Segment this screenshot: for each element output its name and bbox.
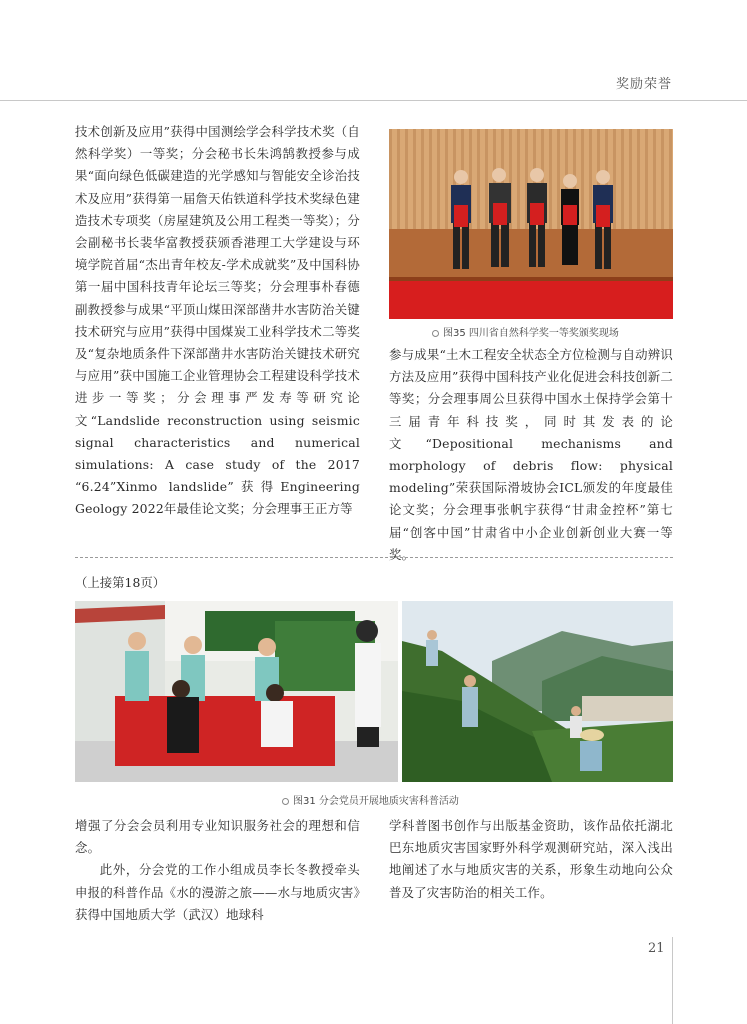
figure-35-caption: 图35 四川省自然科学奖一等奖颁奖现场 xyxy=(432,324,619,339)
continued-from-label: （上接第18页） xyxy=(75,575,166,590)
caption-bullet-icon xyxy=(282,798,289,805)
body-text-left-top: 技术创新及应用”获得中国测绘学会科学技术奖（自然科学奖）一等奖；分会秘书长朱鸿鹄教授参与成果“面向绿色低碳建造的光学感知与智能安全诊治技术及应用”获得第一届詹天佑铁道科学技术奖绿色建造技术专项奖（房屋建筑及公用工程类一等奖）；分会副秘书长裴华富教授获颁香港理工大学建设与环境学院首届“杰出青年校友-学术成就奖”及中国科协第一届中国科技青年论坛三等奖；分会理事朴春德副教授参与成果“平顶山煤田深部凿井水害防治关键技术研究与应用”获得中国煤炭工业科学技术二等奖及“复杂地质条件下深部凿井水害防治关键技术研究与应用”获中国施工企业管理协会工程建设科学技术进步一等奖；分会理事严发寿等研究论文“Landslide reconstruction using seismic signal characteristics and numerical simulations: A case study of the 2017 “6.24”Xinmo landslide”获得Engineering Geology 2022年最佳论文奖；分会理事王正方等 xyxy=(75,124,360,517)
paragraph: 增强了分会会员利用专业知识服务社会的理想和信念。 xyxy=(75,818,360,856)
body-text-right-bottom: 学科普图书创作与出版基金资助，该作品依托湖北巴东地质灾害国家野外科学观测研究站，深入浅出地阐述了水与地质灾害的关系，形象生动地向公众普及了灾害防治的相关工作。 xyxy=(389,818,673,900)
page-number-rule xyxy=(672,937,673,1024)
section-label: 奖励荣誉 xyxy=(615,77,672,92)
outreach-booth-photo xyxy=(75,601,398,782)
section-divider xyxy=(75,557,673,558)
body-text-left-bottom xyxy=(75,815,360,926)
header-rule xyxy=(0,100,747,101)
paragraph: 此外，分会党的工作小组成员李长冬教授牵头申报的科普作品《水的漫游之旅——水与地质灾害》获得中国地质大学（武汉）地球科 xyxy=(75,862,360,922)
award-ceremony-photo xyxy=(389,129,673,319)
figure-31-caption: 图31 分会党员开展地质灾害科普活动 xyxy=(282,792,459,807)
caption-bullet-icon xyxy=(432,330,439,337)
body-text-right-top: 参与成果“土木工程安全状态全方位检测与自动辨识方法及应用”获得中国科技产业化促进会科技创新二等奖；分会理事周公旦获得中国水土保持学会第十三届青年科技奖，同时其发表的论文“Depositional mechanisms and morphology of debris flow: physical modeling”荣获国际滑坡协会ICL颁发的年度最佳论文奖；分会理事张帆宇获得“甘肃金控杯”第七届“创客中国”甘肃省中小企业创新创业大赛一等奖。 xyxy=(389,347,673,562)
tea-field-survey-photo xyxy=(402,601,673,782)
page-number: 21 xyxy=(648,941,665,956)
